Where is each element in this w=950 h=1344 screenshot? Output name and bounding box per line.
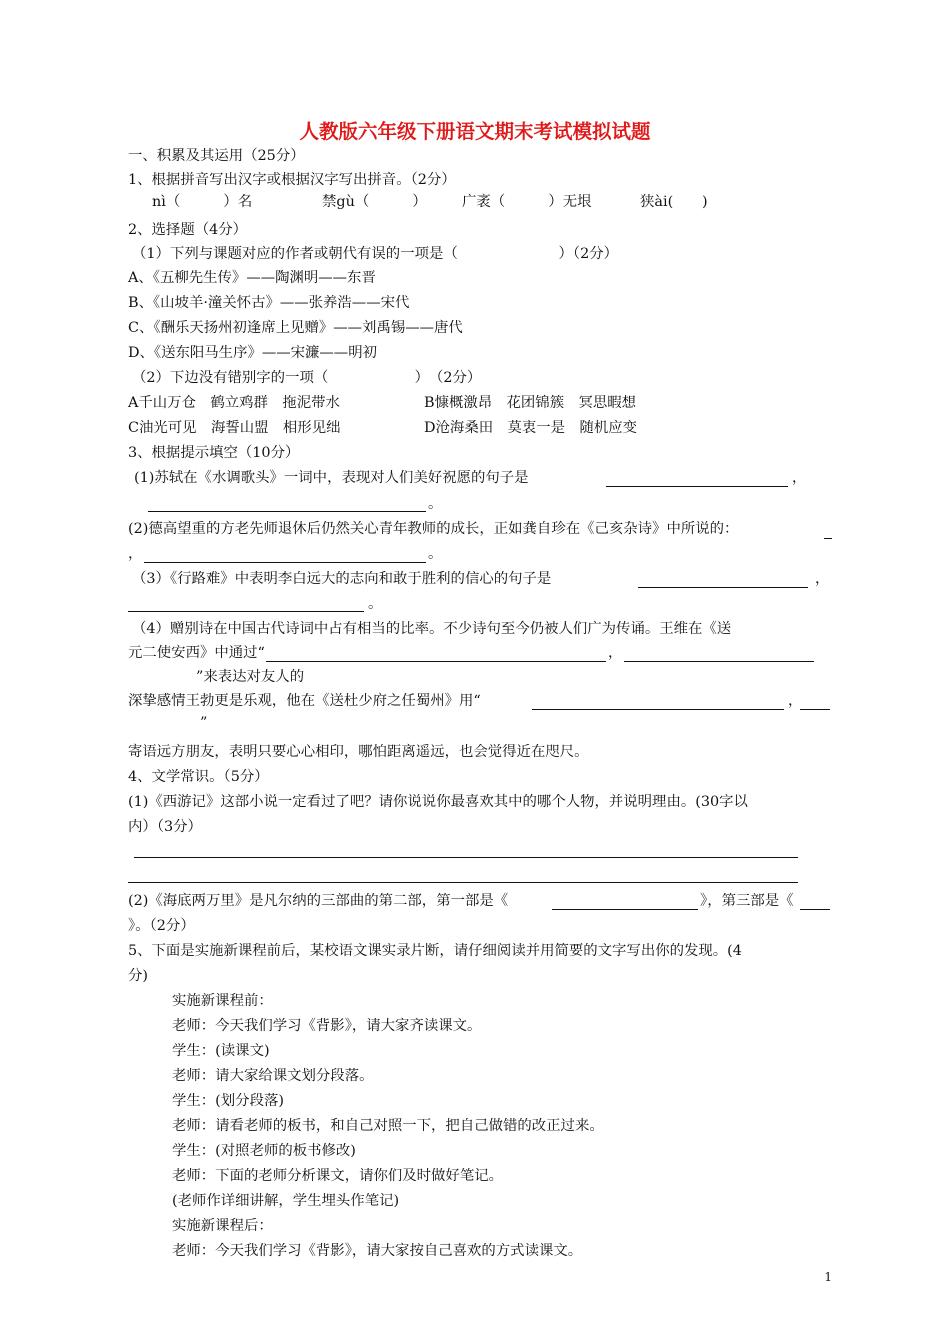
question-4-item-2: (2)《海底两万里》是凡尔纳的三部曲的第二部，第一部是《 [128, 893, 509, 909]
transcript-line: 学生：(读课文) [172, 1043, 270, 1059]
question-3-item-4-cont: 深挚感情王勃更是乐观，他在《送杜少府之任蜀州》用“ [128, 693, 481, 709]
quote-mark: ” [200, 715, 208, 731]
question-5-heading: 5、下面是实施新课程前后，某校语文课实录片断，请仔细阅读并用简要的文字写出你的发现。(4 [128, 943, 742, 959]
answer-line[interactable] [134, 857, 798, 858]
comma: ， [608, 645, 623, 661]
transcript-line: 老师：请看老师的板书，和自己对照一下，把自己做错的改正过来。 [172, 1118, 604, 1134]
answer-blank[interactable] [266, 661, 606, 662]
answer-blank[interactable] [552, 909, 698, 910]
transcript-line: 实施新课程后： [172, 1218, 273, 1234]
question-3-item-4: （4）赠别诗在中国古代诗词中占有相当的比率。不少诗句至今仍被人们广为传诵。王维在《送 [132, 621, 732, 637]
answer-blank[interactable] [606, 486, 788, 487]
question-1-heading: 1、根据拼音写出汉字或根据汉字写出拼音。（2分） [128, 172, 456, 188]
comma: ， [792, 470, 807, 486]
pinyin-item-d: 狭ài( ) [640, 194, 708, 210]
answer-blank[interactable] [144, 562, 426, 563]
option-row-1a: A千山万仓 鹤立鸡群 拖泥带水 [128, 395, 340, 411]
transcript-line: 学生：(对照老师的板书修改) [172, 1143, 356, 1159]
transcript-line: 老师：今天我们学习《背影》，请大家齐读课文。 [172, 1018, 482, 1034]
transcript-line: (老师作详细讲解，学生埋头作笔记) [172, 1193, 400, 1209]
question-1-items [152, 192, 708, 212]
answer-blank[interactable] [800, 909, 830, 910]
pinyin-item-c: 广袤（ ）无垠 [462, 194, 592, 210]
option-c: C、《酬乐天扬州初逢席上见赠》——刘禹锡——唐代 [128, 320, 463, 336]
comma: ， [788, 693, 803, 709]
question-2-heading: 2、选择题（4分） [128, 222, 248, 238]
question-4-item-1-cont: 内）（3分） [128, 819, 202, 835]
question-3-item-2: (2)德高望重的方老先师退休后仍然关心青年教师的成长，正如龚自珍在《己亥杂诗》中所说的： [128, 521, 739, 537]
comma: ， [128, 546, 143, 562]
transcript-line: 老师：请大家给课文划分段落。 [172, 1068, 374, 1084]
question-4-heading: 4、文学常识。（5分） [128, 769, 269, 785]
answer-blank[interactable] [532, 709, 784, 710]
period: 。 [428, 496, 443, 512]
option-b: B、《山坡羊·潼关怀古》——张养浩——宋代 [128, 295, 410, 311]
period: 。 [368, 596, 383, 612]
question-2-part-1: （1）下列与课题对应的作者或朝代有误的一项是（ ）（2分） [132, 246, 619, 262]
answer-blank[interactable] [824, 538, 832, 539]
answer-blank[interactable] [638, 587, 808, 588]
question-2-part-2: （2）下边没有错别字的一项（ ） （2分） [132, 370, 482, 386]
pinyin-item-b: 禁gù（ ） [322, 194, 427, 210]
option-row-2a: C油光可见 海誓山盟 相形见绌 [128, 420, 341, 436]
option-row-2b: D沧海桑田 莫衷一是 随机应变 [424, 420, 638, 436]
answer-blank[interactable] [128, 611, 364, 612]
option-row-1b: B慷概激昂 花团锦簇 冥思暇想 [424, 395, 637, 411]
section-heading: 一、积累及其运用（25分） [128, 148, 305, 164]
page-title: 人教版六年级下册语文期末考试模拟试题 [299, 120, 651, 143]
question-4-item-1: (1)《西游记》这部小说一定看过了吧？请你说说你最喜欢其中的哪个人物，并说明理由。(30字以 [128, 794, 748, 810]
option-d: D、《送东阳马生序》——宋濂——明初 [128, 345, 377, 361]
period: 。 [428, 546, 443, 562]
pinyin-item-a: nì（ ）名 [152, 194, 253, 210]
question-3-item-3: （3）《行路难》中表明李白远大的志向和敢于胜利的信心的句子是 [132, 571, 552, 587]
question-3-item-1: (1)苏轼在《水调歌头》一词中，表现对人们美好祝愿的句子是 [134, 470, 529, 486]
answer-blank[interactable] [624, 661, 814, 662]
page-number: 1 [824, 1270, 832, 1284]
answer-line[interactable] [128, 882, 798, 883]
transcript-line: 学生：(划分段落) [172, 1093, 284, 1109]
answer-blank[interactable] [800, 709, 830, 710]
question-3-item-4-cont: ”来表达对友人的 [196, 669, 305, 685]
question-3-item-4-cont: 元二使安西》中通过“ [128, 645, 265, 661]
question-5-heading-cont: 分) [128, 968, 149, 984]
question-4-item-2-cont: 》。（2分） [128, 918, 195, 934]
question-3-heading: 3、根据提示填空（10分） [128, 445, 300, 461]
question-3-item-4-cont: 寄语远方朋友，表明只要心心相印，哪怕距离遥远，也会觉得近在咫尺。 [128, 744, 589, 760]
transcript-line: 实施新课程前： [172, 993, 273, 1009]
comma: ， [815, 571, 830, 587]
transcript-line: 老师：今天我们学习《背影》，请大家按自己喜欢的方式读课文。 [172, 1243, 583, 1259]
answer-blank[interactable] [148, 511, 426, 512]
question-4-item-2-mid: 》，第三部是《 [700, 893, 794, 909]
transcript-line: 老师：下面的老师分析课文，请你们及时做好笔记。 [172, 1168, 503, 1184]
option-a: A、《五柳先生传》——陶渊明——东晋 [128, 270, 376, 286]
